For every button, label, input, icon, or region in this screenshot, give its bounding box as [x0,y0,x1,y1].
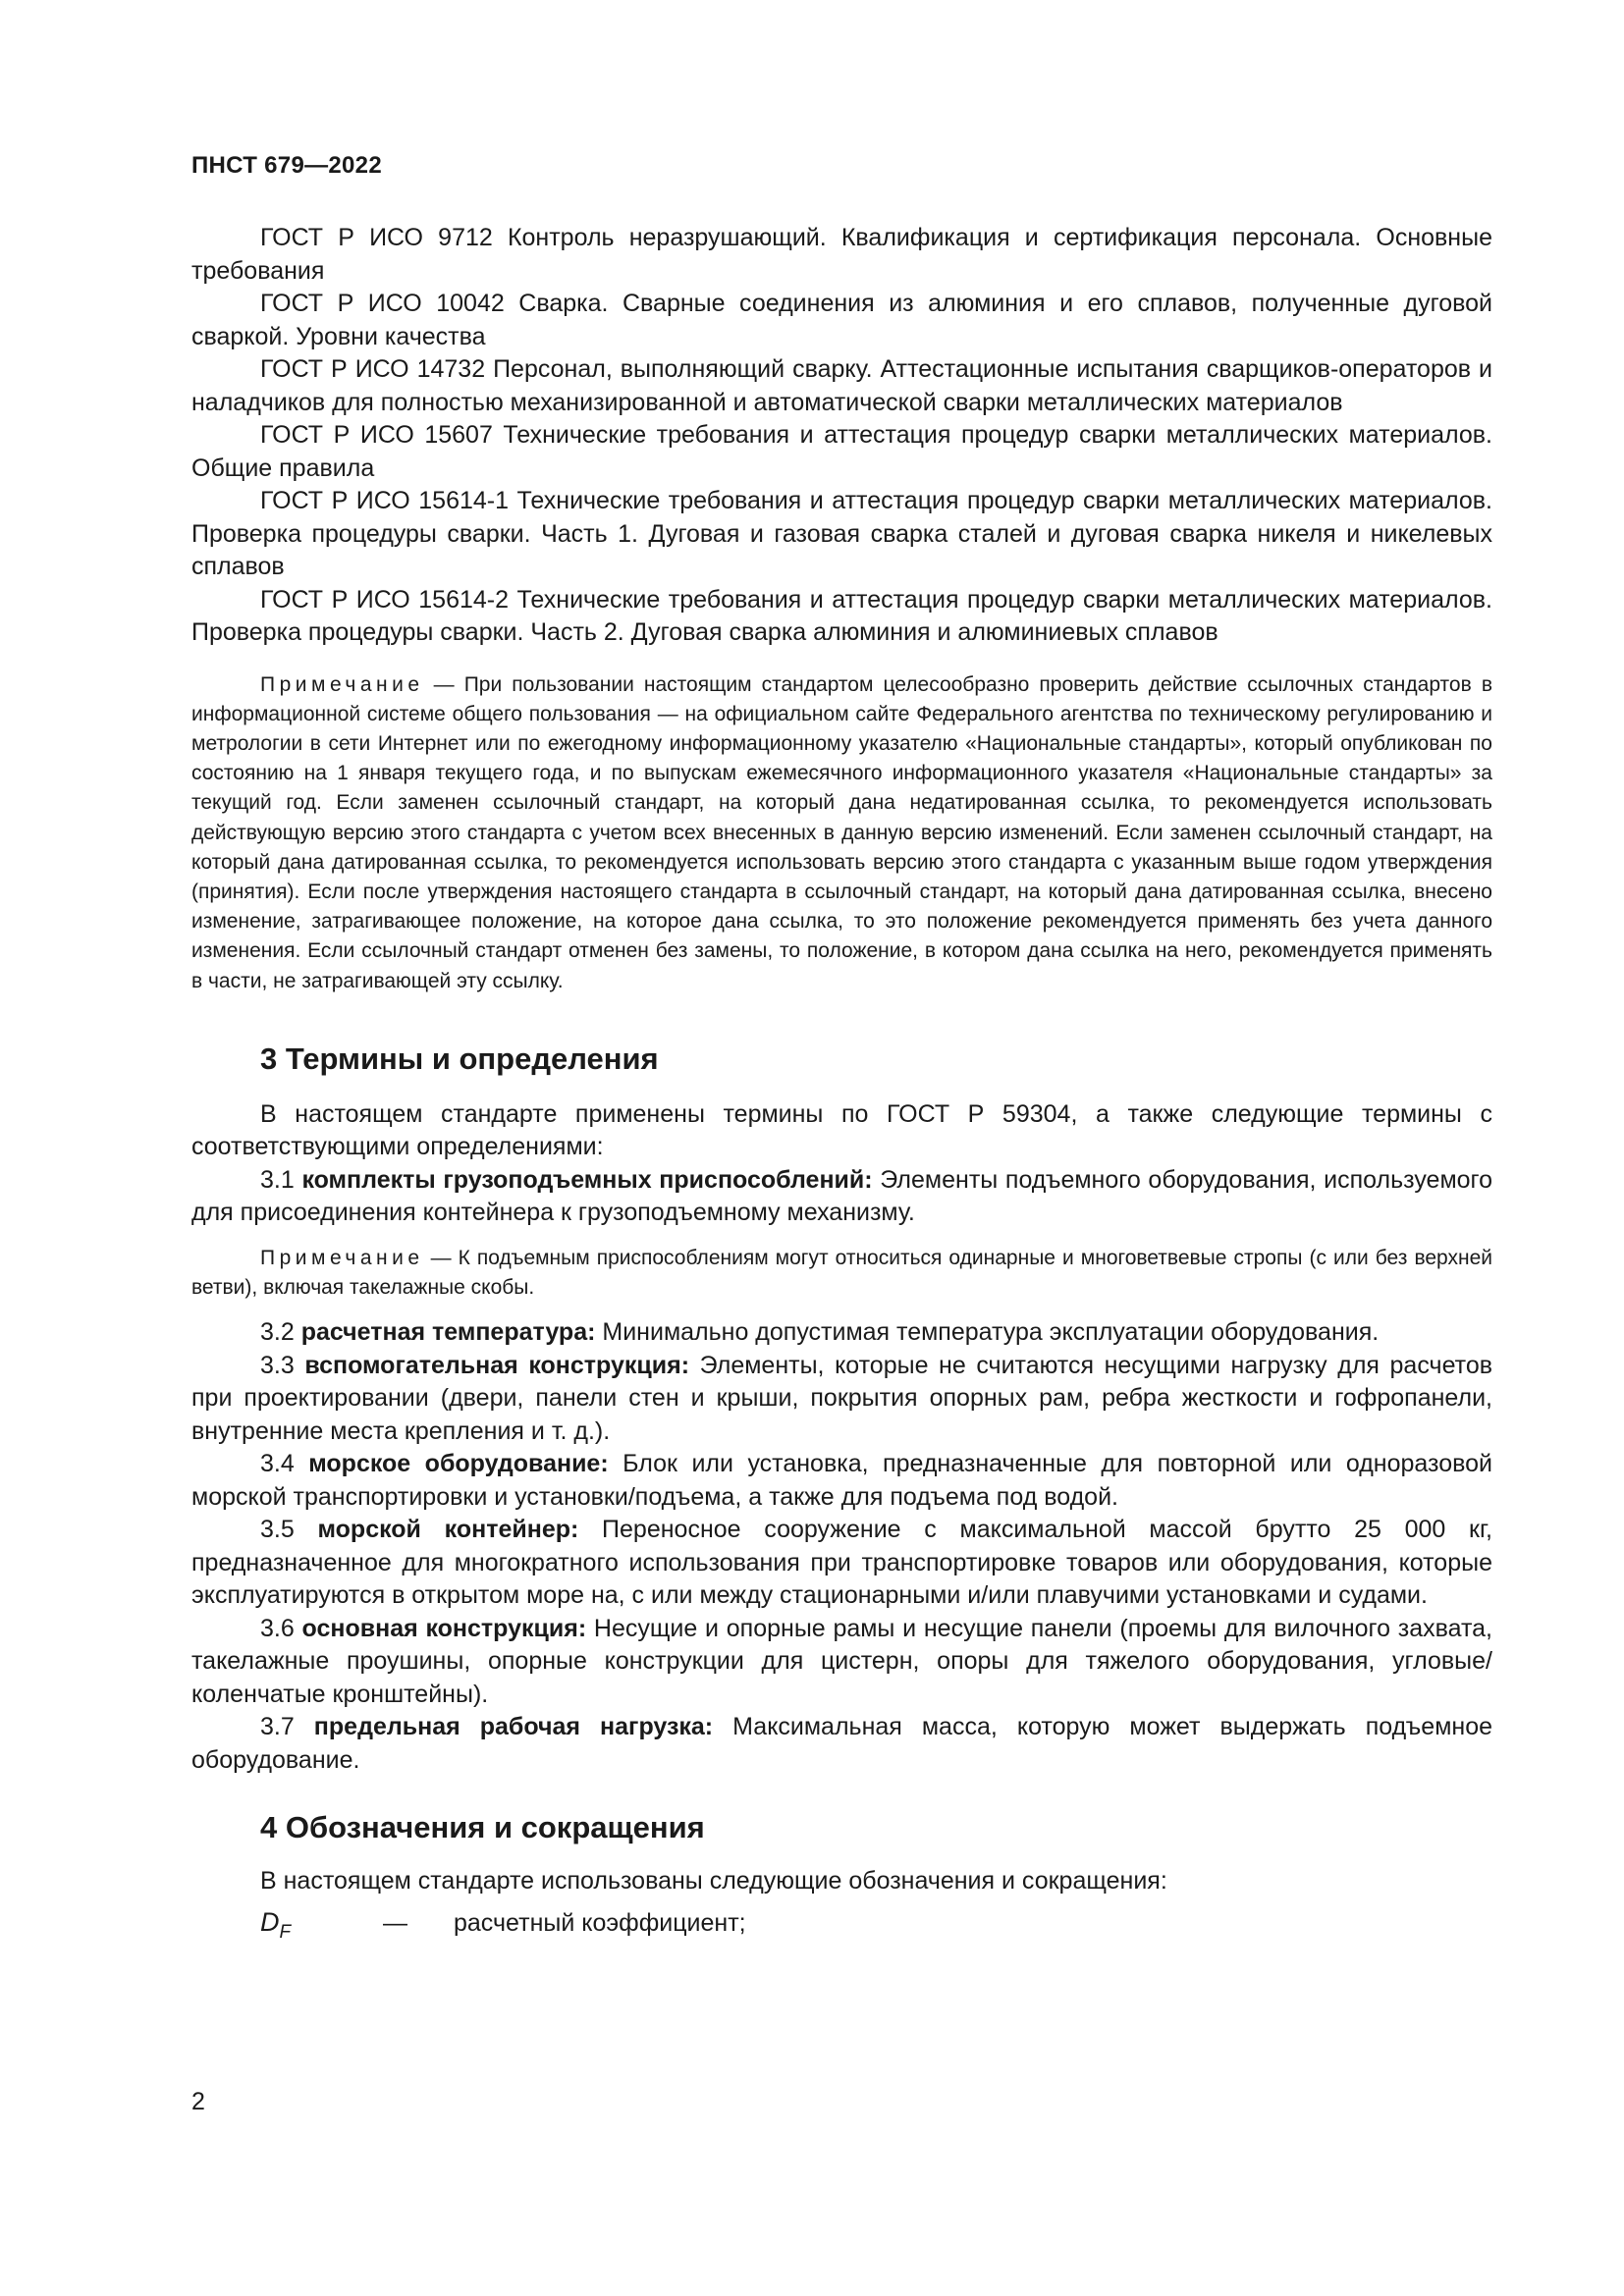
reference-item: ГОСТ Р ИСО 14732 Персонал, выполняющий сварку. Аттестационные испытания сварщиков-операторов и наладчиков для полностью механизированной и автоматической сварки металлических материалов [191,355,1492,416]
term-number: 3.3 [260,1351,305,1379]
term-number: 3.2 [260,1318,301,1347]
section-3-body [191,1098,1492,1777]
term-text: Блок или установка, предназначенные для повторной или одноразовой морской транспортировки и установки/подъема, а также для подъема под водой. [191,1450,1492,1511]
page-content [191,222,1492,1950]
references-note [191,670,1492,996]
term-text: Минимально допустимая температура эксплуатации оборудования. [595,1318,1380,1347]
term-number: 3.5 [260,1516,318,1544]
reference-item: ГОСТ Р ИСО 10042 Сварка. Сварные соединения из алюминия и его сплавов, полученные дуговой сваркой. Уровни качества [191,290,1492,350]
term-text: Переносное сооружение с максимальной массой брутто 25 000 кг, предназначенное для многократного использования при транспортировке товаров или оборудования, которые эксплуатируются в открытом море на, с или между стационарными и/или плавучими установками и судами. [191,1516,1492,1610]
term-name: основная конструкция: [301,1614,587,1642]
symbol-dash: — [383,1908,407,1937]
term-definition [191,1350,1492,1449]
term-text: Элементы подъемного оборудования, используемого для присоединения контейнера к грузоподъемному механизму. [191,1165,1493,1227]
term-text: Максимальная масса, которую может выдержать подъемное оборудование. [191,1713,1492,1774]
section-4-intro: В настоящем стандарте использованы следующие обозначения и сокращения: [260,1867,1167,1896]
section-3-heading: 3 Термины и определения [260,1041,659,1076]
note-label: Примечание [260,1246,424,1269]
term-definition [191,1316,1492,1350]
term-name: комплекты грузоподъемных приспособлений: [301,1165,873,1194]
symbol [260,1904,383,1950]
term-number: 3.7 [260,1713,314,1741]
term-name: расчетная температура: [300,1318,596,1347]
reference-item: ГОСТ Р ИСО 15614-2 Технические требования и аттестация процедур сварки металлических материалов. Проверка процедуры сварки. Часть 2. Дуговая сварка алюминия и алюминиевых сплавов [191,585,1492,646]
symbol-meaning: расчетный коэффициент; [454,1908,746,1937]
term-name: предельная рабочая нагрузка: [313,1713,714,1741]
term-definition [191,1514,1492,1613]
page-number: 2 [191,2088,205,2115]
section-4-heading: 4 Обозначения и сокращения [260,1810,705,1845]
section-3-intro: В настоящем стандарте применены термины по ГОСТ Р 59304, а также следующие термины с соответствующими определениями: [191,1099,1492,1161]
symbol-letter: D [260,1906,280,1937]
section-4-body [191,1865,1492,1950]
document-header: ПНСТ 679—2022 [191,152,382,179]
reference-item: ГОСТ Р ИСО 15607 Технические требования и аттестация процедур сварки металлических материалов. Общие правила [191,421,1492,482]
normative-references-list [191,222,1492,650]
term-text: Несущие и опорные рамы и несущие панели (проемы для вилочного захвата, такелажные проушины, опорные конструкции для цистерн, опоры для тяжелого оборудования, угловые/коленчатые кронштейны). [191,1614,1492,1708]
term-definition [191,1164,1492,1230]
term-text: Элементы, которые не считаются несущими нагрузку для расчетов при проектировании (двери, панели стен и крыши, покрытия опорных рам, ребра жесткости и гофропанели, внутренние места крепления и т. д.). [191,1351,1492,1445]
term-name: вспомогательная конструкция: [304,1351,690,1379]
term-note [191,1244,1492,1303]
note-text: — К подъемным приспособлениям могут относиться одинарные и многоветвевые стропы (с или без верхней ветви), включая такелажные скобы. [191,1246,1492,1299]
note-label: Примечание [260,672,424,696]
reference-item: ГОСТ Р ИСО 9712 Контроль неразрушающий. Квалификация и сертификация персонала. Основные требования [191,224,1492,285]
term-name: морской контейнер: [317,1516,579,1544]
term-definition [191,1448,1492,1514]
symbol-row [191,1904,1492,1950]
term-definition [191,1711,1492,1777]
term-name: морское оборудование: [308,1450,609,1478]
symbol-subscript: F [279,1921,292,1943]
note-text: — При пользовании настоящим стандартом целесообразно проверить действие ссылочных стандартов в информационной системе общего пользования — на официальном сайте Федерального агентства по техническому регулированию и метрологии в сети Интернет или по ежегодному информационному указателю «Национальные стандарты», который опубликован по состоянию на 1 января текущего года, и по выпускам ежемесячного информационного указателя «Национальные стандарты» за текущий год. Если заменен ссылочный стандарт, на который дана недатированная ссылка, то рекомендуется использовать действующую версию этого стандарта с учетом всех внесенных в данную версию изменений. Если заменен ссылочный стандарт, на который дана датированная ссылка, то рекомендуется использовать версию этого стандарта с указанным выше годом утверждения (принятия). Если после утверждения настоящего стандарта в ссылочный стандарт, на который дана датированная ссылка, внесено изменение, затрагивающее положение, на которое дана ссылка, то это положение рекомендуется применять без учета данного изменения. Если ссылочный стандарт отменен без замены, то положение, в котором дана ссылка на него, рекомендуется применять в части, не затрагивающей эту ссылку. [191,672,1492,992]
term-number: 3.1 [260,1165,302,1194]
reference-item: ГОСТ Р ИСО 15614-1 Технические требования и аттестация процедур сварки металлических материалов. Проверка процедуры сварки. Часть 1. Дуговая и газовая сварка сталей и дуговая сварка никеля и никелевых сплавов [191,487,1492,580]
term-number: 3.6 [260,1614,302,1642]
term-number: 3.4 [260,1450,309,1478]
term-definition [191,1613,1492,1712]
